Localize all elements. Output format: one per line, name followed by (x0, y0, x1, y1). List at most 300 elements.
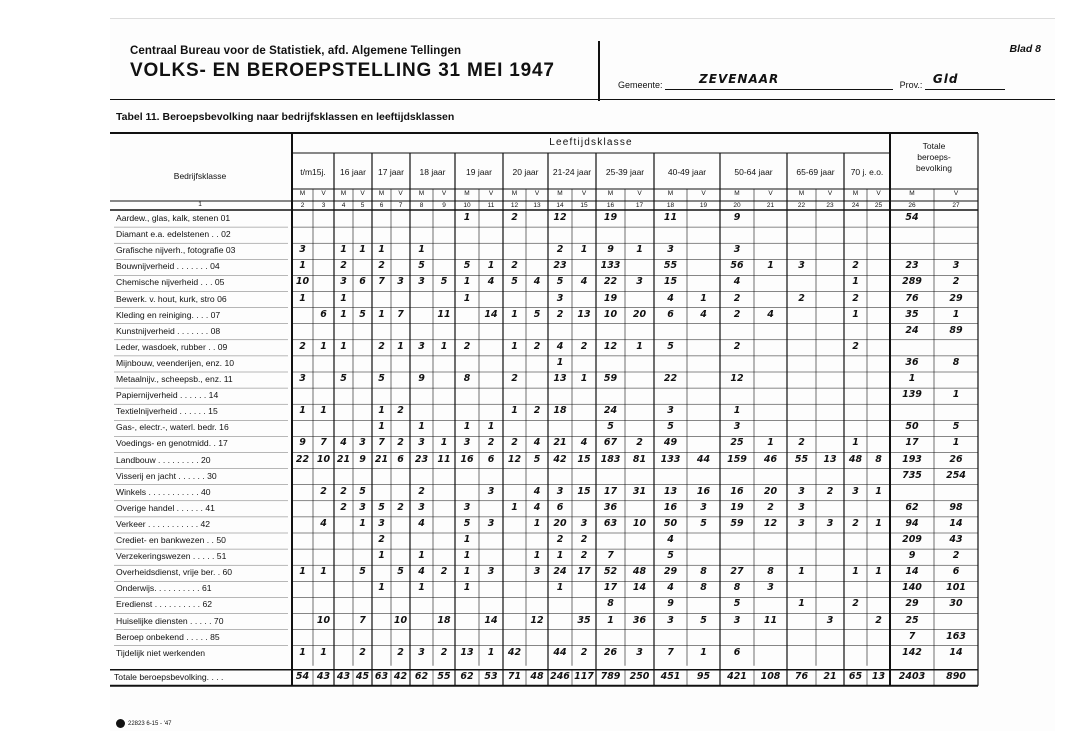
table-cell: 1 (463, 534, 471, 545)
table-cell: 24 (553, 566, 567, 578)
census-sheet (110, 18, 1055, 731)
table-cell: 5 (418, 260, 425, 272)
table-cell: 7 (378, 437, 385, 449)
table-cell: 193 (902, 453, 922, 465)
total-cell: 117 (574, 670, 594, 682)
table-cell: 2 (511, 260, 518, 272)
table-cell: 3 (667, 405, 674, 417)
table-cell: 16 (460, 453, 474, 465)
table-cell: 3 (580, 517, 588, 529)
age-group-header: 17 jaar (378, 167, 404, 177)
table-cell: 1 (798, 566, 805, 578)
total-cell: 246 (550, 670, 570, 682)
table-cell: 16 (696, 485, 711, 497)
table-cell: 1 (299, 405, 306, 417)
table-cell: 7 (908, 630, 916, 642)
table-cell: 8 (952, 356, 960, 368)
table-cell: 2 (826, 485, 834, 497)
row-label: Huiselijke diensten . . . . . 70 (116, 615, 224, 626)
total-cell: 95 (696, 670, 711, 682)
mv-header: V (534, 190, 540, 197)
table-cell: 1 (875, 566, 882, 578)
row-label: Beroep onbekend . . . . . 85 (116, 631, 220, 642)
table-cell: 44 (696, 453, 711, 465)
total-cell: 2403 (898, 670, 926, 682)
table-cell: 26 (949, 453, 963, 465)
table-cell: 1 (397, 340, 404, 352)
table-cell: 4 (667, 582, 674, 594)
table-cell: 2 (875, 614, 882, 626)
table-cell: 13 (577, 308, 591, 320)
age-group-header: 40-49 jaar (667, 167, 707, 177)
leeftijdsklasse-header: Leeftijdsklasse (549, 137, 633, 148)
column-number: 25 (874, 202, 883, 209)
table-cell: 1 (875, 485, 882, 497)
table-cell: 81 (632, 453, 647, 465)
table-cell: 3 (487, 517, 495, 529)
table-cell: 11 (437, 308, 451, 320)
table-cell: 1 (418, 550, 425, 562)
table-cell: 1 (767, 260, 774, 272)
table-cell: 12 (603, 340, 618, 352)
table-cell: 54 (905, 212, 919, 223)
total-cell: 55 (437, 670, 451, 682)
table-cell: 3 (533, 566, 541, 578)
table-cell: 3 (636, 646, 643, 658)
table-cell: 9 (418, 373, 425, 384)
table-cell: 52 (603, 566, 618, 578)
table-cell: 1 (299, 566, 306, 578)
table-cell: 2 (733, 292, 741, 304)
table-cell: 5 (359, 485, 366, 497)
row-label: Tijdelijk niet werkenden (116, 647, 206, 658)
table-cell: 2 (533, 340, 541, 352)
table-cell: 49 (663, 437, 678, 449)
table-cell: 2 (580, 646, 588, 658)
table-cell: 35 (905, 308, 919, 320)
table-cell: 98 (949, 501, 963, 513)
main-title: VOLKS- EN BEROEPSTELLING 31 MEI 1947 (130, 60, 555, 81)
age-group-header: 19 jaar (466, 167, 492, 177)
prov-value: Gld (932, 72, 959, 86)
column-number: 19 (699, 202, 708, 209)
table-cell: 1 (359, 517, 366, 529)
table-cell: 1 (463, 421, 471, 433)
mv-header: M (667, 190, 674, 197)
table-cell: 8 (875, 453, 882, 465)
table-cell: 9 (299, 437, 306, 449)
table-cell: 1 (952, 437, 960, 449)
mv-header: V (768, 190, 773, 197)
table-cell: 1 (533, 550, 541, 562)
age-group-header: 18 jaar (419, 167, 446, 177)
table-cell: 3 (798, 501, 805, 513)
table-cell: 7 (320, 437, 327, 449)
table-cell: 1 (852, 276, 859, 288)
table-cell: 2 (418, 485, 425, 497)
table-cell: 4 (767, 308, 774, 320)
table-cell: 10 (316, 614, 331, 626)
column-number: 18 (666, 202, 675, 209)
table-cell: 3 (299, 244, 306, 256)
table-cell: 30 (949, 598, 963, 610)
table-cell: 27 (730, 566, 744, 578)
table-cell: 21 (553, 437, 567, 449)
table-cell: 2 (767, 501, 774, 513)
table-cell: 56 (730, 260, 744, 272)
table-cell: 11 (763, 614, 778, 626)
table-cell: 5 (952, 421, 960, 433)
table-cell: 14 (949, 646, 963, 658)
mv-header: V (953, 190, 959, 197)
table-cell: 3 (700, 501, 707, 513)
table-cell: 19 (730, 501, 744, 513)
table-cell: 6 (397, 453, 404, 465)
table-cell: 23 (553, 260, 567, 272)
table-cell: 22 (603, 276, 618, 288)
table-cell: 6 (359, 276, 366, 288)
row-label: Grafische nijverh., fotografie 03 (116, 245, 236, 256)
row-label: Textielnijverheid . . . . . . 15 (116, 406, 218, 417)
table-cell: 3 (798, 260, 805, 272)
row-label: Verkeer . . . . . . . . . . . 42 (116, 518, 211, 529)
table-cell: 23 (414, 453, 429, 465)
table-cell: 2 (556, 534, 564, 545)
table-cell: 1 (418, 582, 425, 594)
mv-header: M (557, 190, 563, 197)
table-cell: 4 (533, 437, 541, 449)
table-cell: 1 (556, 550, 564, 562)
total-cell: 53 (484, 670, 498, 682)
column-number: 12 (510, 202, 519, 209)
table-cell: 1 (378, 405, 385, 417)
table-cell: 8 (733, 582, 741, 594)
table-cell: 2 (733, 340, 741, 352)
table-cell: 6 (667, 308, 674, 320)
table-cell: 2 (556, 308, 564, 320)
column-number: 20 (733, 202, 741, 209)
gemeente-label: Gemeente: (618, 80, 663, 90)
table-cell: 14 (484, 308, 498, 320)
mv-header: M (378, 190, 385, 197)
table-cell: 13 (553, 373, 567, 384)
totale-header-line: bevolking (916, 163, 952, 173)
table-cell: 1 (463, 550, 471, 562)
column-number: 8 (419, 202, 424, 209)
table-cell: 29 (663, 566, 678, 578)
table-cell: 46 (763, 453, 778, 465)
table-cell: 36 (632, 614, 647, 626)
table-cell: 15 (577, 453, 591, 465)
row-number-header: 1 (198, 201, 202, 208)
table-cell: 16 (730, 485, 744, 497)
table-cell: 1 (463, 292, 471, 304)
total-cell: 76 (794, 670, 809, 682)
table-cell: 139 (902, 389, 922, 401)
table-cell: 42 (553, 453, 567, 465)
total-cell: 21 (823, 670, 837, 682)
organization-name: Centraal Bureau voor de Statistiek, afd. Algemene Tellingen (130, 45, 462, 57)
table-cell: 3 (359, 437, 366, 449)
table-cell: 3 (378, 517, 385, 529)
table-cell: 2 (299, 340, 306, 352)
table-cell: 10 (632, 517, 647, 529)
table-cell: 7 (607, 550, 614, 562)
table-cell: 8 (767, 566, 774, 578)
total-cell: 62 (414, 670, 429, 682)
table-cell: 5 (397, 566, 404, 578)
mv-header: M (607, 190, 614, 197)
total-cell: 48 (530, 670, 544, 682)
table-cell: 19 (603, 212, 618, 223)
column-number: 24 (851, 202, 860, 209)
table-cell: 2 (359, 646, 366, 658)
table-cell: 6 (320, 308, 327, 320)
table-cell: 15 (577, 485, 591, 497)
table-cell: 1 (378, 582, 385, 594)
row-label: Chemische nijverheid . . . 05 (116, 277, 225, 288)
table-cell: 2 (397, 646, 404, 658)
table-cell: 29 (949, 292, 963, 304)
header-rule (110, 99, 1055, 100)
table-cell: 13 (663, 485, 678, 497)
table-cell: 2 (340, 485, 347, 497)
table-cell: 59 (603, 373, 618, 384)
table-cell: 2 (378, 260, 385, 272)
table-cell: 9 (733, 212, 741, 223)
table-cell: 6 (952, 566, 960, 578)
table-cell: 5 (700, 614, 707, 626)
table-cell: 3 (487, 566, 495, 578)
table-cell: 26 (603, 646, 618, 658)
table-cell: 5 (533, 308, 541, 320)
table-cell: 14 (632, 582, 647, 594)
table-cell: 2 (636, 437, 643, 449)
header-right (618, 72, 1038, 90)
table-cell: 1 (852, 308, 859, 320)
table-cell: 2 (733, 308, 741, 320)
table-cell: 1 (908, 373, 916, 384)
table-cell: 1 (320, 340, 327, 352)
total-cell: 451 (660, 670, 681, 682)
table-cell: 20 (763, 485, 778, 497)
mv-header: V (398, 190, 403, 197)
table-cell: 5 (463, 517, 471, 529)
table-cell: 289 (902, 276, 922, 288)
table-cell: 4 (320, 517, 327, 529)
table-cell: 2 (798, 292, 805, 304)
table-cell: 50 (663, 517, 678, 529)
table-cell: 133 (600, 260, 621, 272)
table-cell: 5 (463, 260, 471, 272)
table-cell: 7 (667, 646, 674, 658)
table-cell: 3 (667, 244, 674, 256)
table-cell: 35 (577, 614, 591, 626)
table-cell: 1 (556, 582, 564, 594)
row-label: Metaalnijv., scheepsb., enz. 11 (116, 374, 233, 384)
print-footer (116, 719, 172, 728)
table-cell: 8 (700, 566, 707, 578)
mv-header: M (852, 190, 859, 197)
table-cell: 9 (359, 453, 366, 465)
table-cell: 133 (660, 453, 681, 465)
table-cell: 1 (607, 614, 614, 626)
table-cell: 12 (507, 453, 522, 465)
table-cell: 2 (340, 260, 347, 272)
mv-header: V (321, 190, 326, 197)
table-cell: 3 (397, 276, 404, 288)
table-cell: 55 (663, 260, 678, 272)
table-cell: 1 (700, 646, 707, 658)
row-label: Landbouw . . . . . . . . . 20 (116, 454, 211, 465)
table-cell: 1 (952, 308, 960, 320)
table-cell: 9 (908, 550, 916, 562)
table-cell: 1 (556, 356, 564, 368)
table-cell: 3 (359, 501, 366, 513)
table-cell: 1 (463, 582, 471, 594)
table-cell: 3 (556, 292, 564, 304)
table-cell: 1 (340, 308, 347, 320)
gemeente-value: ZEVENAAR (699, 72, 780, 86)
total-cell: 63 (374, 670, 389, 682)
header-left (130, 45, 600, 82)
table-cell: 50 (905, 421, 919, 433)
table-cell: 1 (378, 244, 385, 256)
table-cell: 10 (603, 308, 618, 320)
mv-header: M (511, 190, 518, 197)
row-label: Leder, wasdoek, rubber . . 09 (116, 341, 228, 352)
table-cell: 21 (336, 453, 351, 465)
table-cell: 10 (295, 276, 310, 288)
table-cell: 254 (946, 469, 966, 481)
table-cell: 1 (320, 405, 327, 417)
table-cell: 48 (632, 566, 647, 578)
row-label: Verzekeringswezen . . . . . 51 (116, 551, 227, 562)
table-cell: 3 (340, 276, 347, 288)
table-cell: 14 (905, 566, 919, 578)
table-cell: 63 (603, 517, 618, 529)
table-cell: 15 (663, 276, 678, 288)
age-group-header: 65-69 jaar (796, 167, 835, 177)
table-cell: 4 (667, 292, 674, 304)
table-cell: 1 (580, 373, 588, 384)
print-code: 22823 6-15 - '47 (128, 721, 172, 728)
table-cell: 1 (533, 517, 541, 529)
table-cell: 4 (418, 566, 425, 578)
age-group-header: 20 jaar (512, 167, 539, 177)
table-cell: 31 (632, 485, 647, 497)
table-cell: 1 (798, 598, 805, 610)
mv-header: M (734, 190, 740, 197)
mv-header: M (299, 190, 306, 197)
total-cell: 789 (600, 670, 621, 682)
table-cell: 24 (603, 405, 618, 417)
mv-header: M (798, 190, 805, 197)
table-cell: 42 (507, 646, 522, 658)
table-cell: 1 (463, 566, 471, 578)
table-cell: 2 (397, 437, 404, 449)
table-cell: 22 (663, 373, 678, 384)
table-cell: 25 (730, 437, 744, 449)
column-number: 16 (606, 202, 615, 209)
table-cell: 12 (553, 212, 567, 223)
table-cell: 5 (533, 453, 541, 465)
table-cell: 8 (700, 582, 707, 594)
table-cell: 3 (826, 517, 834, 529)
table-cell: 5 (700, 517, 707, 529)
table-cell: 4 (700, 308, 707, 320)
table-cell: 159 (727, 453, 747, 465)
table-cell: 2 (580, 534, 588, 545)
mv-header: V (488, 190, 494, 197)
age-group-header: 50-64 jaar (734, 167, 773, 177)
table-cell: 183 (600, 453, 621, 465)
table-cell: 17 (603, 582, 618, 594)
table-cell: 1 (378, 308, 385, 320)
table-cell: 1 (340, 340, 347, 352)
table-cell: 2 (852, 517, 859, 529)
table-cell: 2 (511, 212, 518, 223)
table-cell: 1 (511, 501, 518, 513)
table-cell: 12 (730, 373, 744, 384)
table-cell: 12 (763, 517, 778, 529)
table-cell: 3 (463, 501, 471, 513)
table-cell: 14 (949, 517, 963, 529)
table-cell: 1 (852, 437, 859, 449)
table-cell: 5 (667, 421, 674, 433)
mv-header: V (701, 190, 706, 197)
table-cell: 1 (636, 340, 643, 352)
table-cell: 1 (359, 244, 366, 256)
table-cell: 2 (580, 340, 588, 352)
table-cell: 6 (487, 453, 495, 465)
table-cell: 8 (607, 598, 614, 610)
table-cell: 17 (905, 437, 919, 449)
table-cell: 3 (852, 485, 859, 497)
table-cell: 1 (463, 212, 471, 223)
table-cell: 5 (378, 373, 385, 384)
table-cell: 8 (463, 373, 471, 384)
table-cell: 3 (667, 614, 674, 626)
age-group-header: 16 jaar (340, 167, 366, 177)
table-cell: 1 (320, 566, 327, 578)
row-label: Eredienst . . . . . . . . . . 62 (116, 599, 213, 610)
table-cell: 5 (667, 340, 674, 352)
row-label: Bewerk. v. hout, kurk, stro 06 (116, 293, 227, 304)
total-cell: 45 (355, 670, 370, 682)
mv-header: M (464, 190, 470, 197)
table-cell: 36 (603, 501, 618, 513)
mv-header: M (418, 190, 425, 197)
table-cell: 9 (667, 598, 674, 610)
table-cell: 9 (607, 244, 614, 256)
column-number: 17 (635, 202, 644, 209)
table-cell: 3 (463, 437, 471, 449)
printer-seal-icon (116, 719, 125, 728)
table-cell: 6 (733, 646, 741, 658)
table-cell: 4 (418, 517, 425, 529)
column-number: 11 (487, 202, 495, 209)
total-cell: 71 (507, 670, 522, 682)
total-cell: 421 (727, 670, 747, 682)
total-cell: 42 (393, 670, 408, 682)
table-cell: 1 (700, 292, 707, 304)
table-cell: 11 (437, 453, 451, 465)
column-number: 2 (300, 202, 305, 209)
table-cell: 62 (905, 501, 919, 513)
mv-header: V (827, 190, 833, 197)
table-cell: 3 (798, 517, 805, 529)
